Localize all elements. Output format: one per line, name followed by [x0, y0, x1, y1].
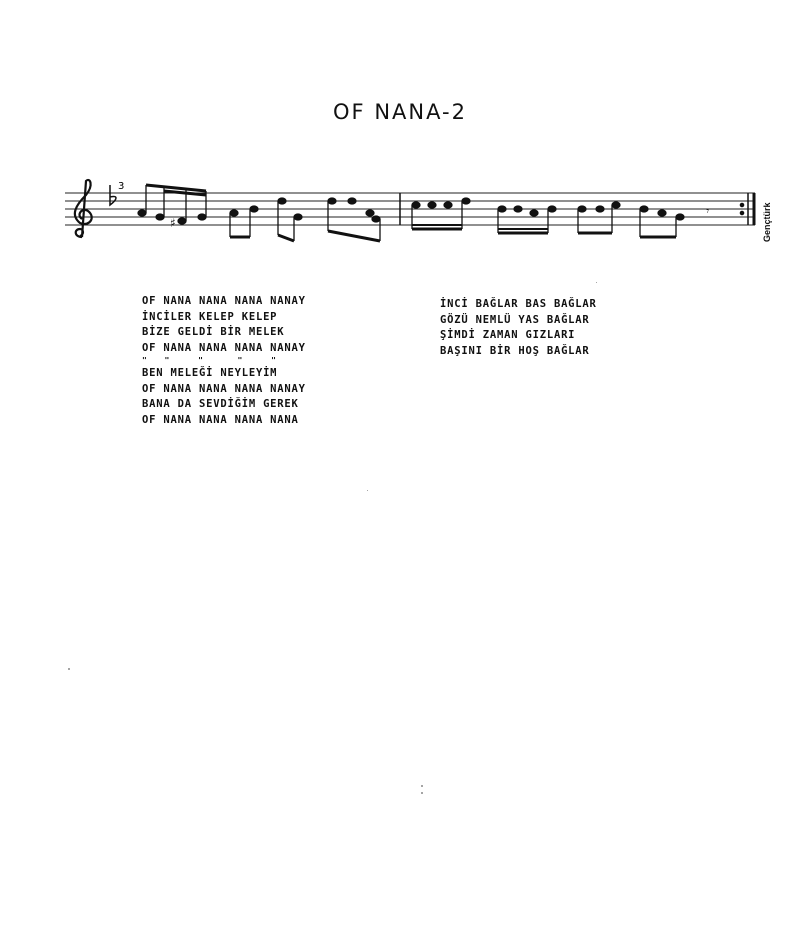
music-staff — [60, 175, 780, 250]
scan-speck — [68, 668, 70, 670]
lyric-line: OF NANA NANA NANA NANAY — [142, 382, 306, 395]
lyric-line: BİZE GELDİ BİR MELEK — [142, 326, 285, 338]
lyrics-right-column — [440, 297, 597, 359]
flat-sign-icon — [110, 185, 116, 205]
lyric-line: OF NANA NANA NANA NANAY — [142, 295, 306, 307]
ditto-marks: " " " " " — [142, 356, 277, 365]
svg-text:𝄾: 𝄾 — [706, 204, 710, 218]
lyric-line: BEN MELEĞİ NEYLEYİM — [142, 367, 278, 379]
lyric-line: OF NANA NANA NANA NANAY — [142, 341, 306, 354]
scan-speck — [596, 282, 597, 283]
lyric-line: İNCİLER KELEP KELEP — [142, 310, 278, 323]
lyric-line: İNCİ BAĞLAR BAS BAĞLAR — [440, 298, 597, 310]
lyric-line: BANA DA SEVDİĞİM GEREK — [142, 398, 299, 410]
svg-text:♯: ♯ — [170, 216, 176, 230]
scan-speck — [421, 785, 423, 787]
lyric-line: ŞİMDİ ZAMAN GIZLARI — [440, 329, 576, 341]
staff-lines — [65, 193, 755, 225]
author-credit: Gençtürk — [762, 202, 772, 242]
lyrics-left-column — [142, 294, 306, 428]
lyric-line: BAŞINI BİR HOŞ BAĞLAR — [440, 344, 590, 357]
scan-speck — [421, 792, 423, 794]
lyric-line: GÖZÜ NEMLÜ YAS BAĞLAR — [440, 313, 590, 326]
lyric-line: OF NANA NANA NANA NANA — [142, 413, 299, 426]
treble-clef-icon — [75, 180, 92, 237]
song-title: OF NANA-2 — [333, 100, 467, 124]
scan-speck — [367, 490, 368, 491]
time-signature: 3 — [118, 181, 125, 192]
